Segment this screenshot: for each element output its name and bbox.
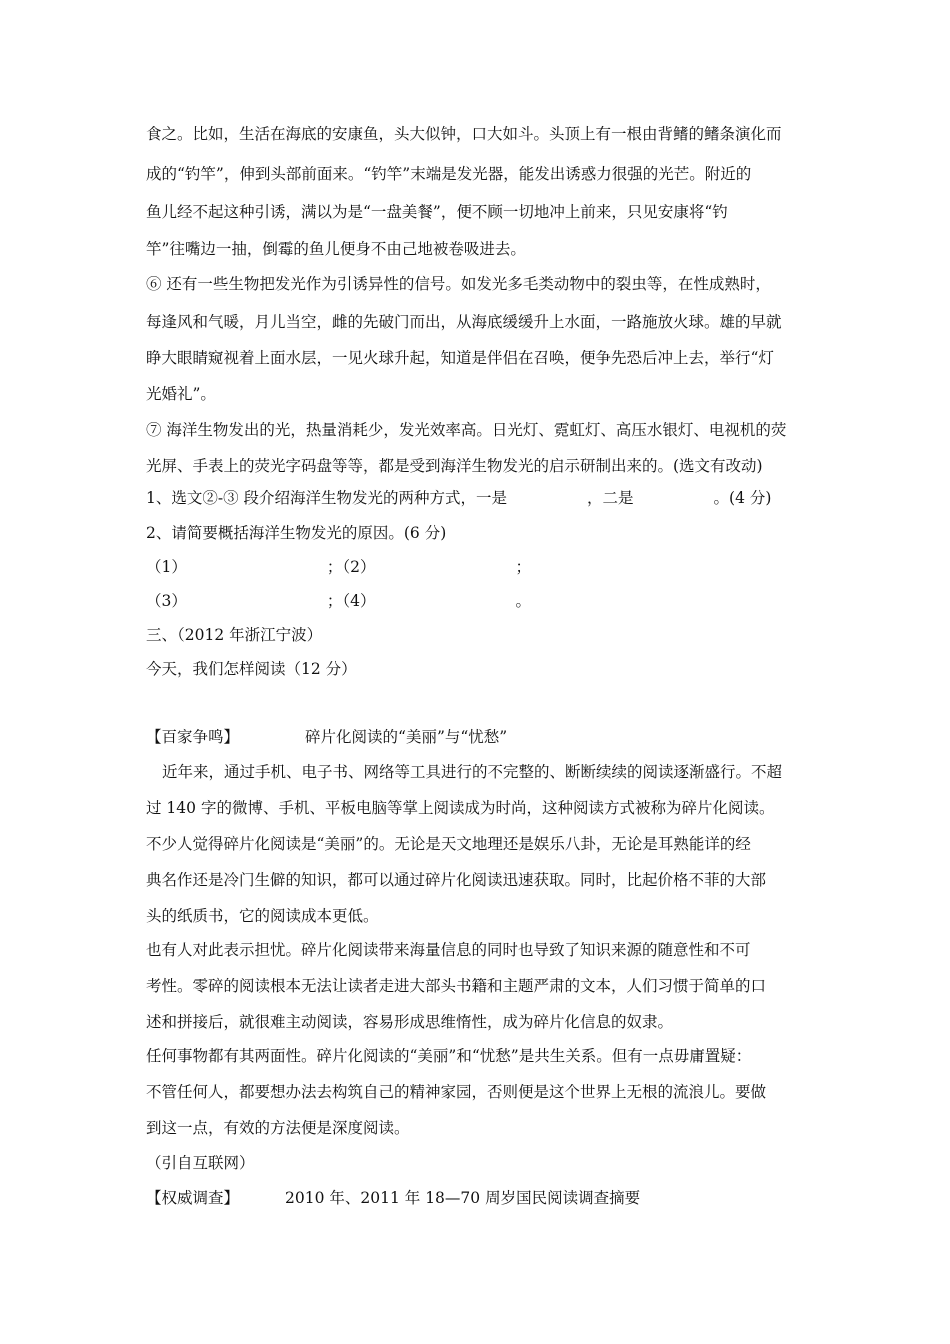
debate-p1-line-1: 近年来，通过手机、电子书、网络等工具进行的不完整的、断断续续的阅读逐渐盛行。不超 <box>162 763 783 781</box>
debate-p1-line-3: 不少人觉得碎片化阅读是“美丽”的。无论是天文地理还是娱乐八卦，无论是耳熟能详的经 <box>146 835 751 853</box>
q1-end: 。(4 分) <box>713 489 772 507</box>
p6-line-4: 光婚礼”。 <box>146 385 216 403</box>
answer-row-2-end: 。 <box>515 592 532 610</box>
answer-1-label: （1） <box>146 558 187 576</box>
p7-line-2: 光屏、手表上的荧光字码盘等等，都是受到海洋生物发光的启示研制出来的。(选文有改动) <box>146 457 763 475</box>
question-2: 2、请简要概括海洋生物发光的原因。(6 分) <box>146 524 447 542</box>
survey-title: 2010 年、2011 年 18—70 周岁国民阅读调查摘要 <box>285 1189 641 1207</box>
p5-line-4: 竿”往嘴边一抽，倒霉的鱼儿便身不由己地被卷吸进去。 <box>146 240 526 258</box>
answer-2-label: ；（2） <box>326 558 376 576</box>
debate-title: 碎片化阅读的“美丽”与“忧愁” <box>305 728 508 746</box>
debate-source: （引自互联网） <box>146 1154 255 1172</box>
debate-p1-line-5: 头的纸质书，它的阅读成本更低。 <box>146 907 379 925</box>
p5-line-1: 食之。比如，生活在海底的安康鱼，头大似钟，口大如斗。头顶上有一根由背鳍的鳍条演化而 <box>146 125 782 143</box>
survey-tag: 【权威调查】 <box>146 1189 240 1207</box>
p6-line-1: ⑥ 还有一些生物把发光作为引诱异性的信号。如发光多毛类动物中的裂虫等，在性成熟时， <box>146 275 771 293</box>
answer-4-label: ；（4） <box>326 592 376 610</box>
answer-row-1 <box>146 556 531 578</box>
debate-p3-line-2: 不管任何人，都要想办法去构筑自己的精神家园，否则便是这个世界上无根的流浪儿。要做 <box>146 1083 767 1101</box>
section-title: 今天，我们怎样阅读（12 分） <box>146 660 357 678</box>
debate-p3-line-1: 任何事物都有其两面性。碎片化阅读的“美丽”和“忧愁”是共生关系。但有一点毋庸置疑： <box>146 1047 752 1065</box>
answer-3-label: （3） <box>146 592 187 610</box>
answer-row-1-end: ； <box>515 558 532 576</box>
debate-tag: 【百家争鸣】 <box>146 728 240 746</box>
answer-row-2 <box>146 590 531 612</box>
survey-header <box>146 1187 640 1209</box>
debate-p2-line-2: 考性。零碎的阅读根本无法让读者走进大部头书籍和主题严肃的文本，人们习惯于简单的口 <box>146 977 767 995</box>
debate-header <box>146 726 507 748</box>
debate-p2-line-1: 也有人对此表示担忧。碎片化阅读带来海量信息的同时也导致了知识来源的随意性和不可 <box>146 941 751 959</box>
p6-line-3: 睁大眼睛窥视着上面水层，一见火球升起，知道是伴侣在召唤，便争先恐后冲上去，举行“灯 <box>146 349 774 367</box>
p6-line-2: 每逢风和气暖，月儿当空，雌的先破门而出，从海底缓缓升上水面，一路施放火球。雄的早就 <box>146 313 782 331</box>
debate-p1-line-4: 典名作还是冷门生僻的知识，都可以通过碎片化阅读迅速获取。同时，比起价格不菲的大部 <box>146 871 767 889</box>
debate-p2-line-3: 述和拼接后，就很难主动阅读，容易形成思维惰性，成为碎片化信息的奴隶。 <box>146 1013 674 1031</box>
section-heading: 三、（2012 年浙江宁波） <box>146 626 323 644</box>
debate-p1-line-2: 过 140 字的微博、手机、平板电脑等掌上阅读成为时尚，这种阅读方式被称为碎片化阅读。 <box>146 799 775 817</box>
q1-prefix: 1、选文②-③ 段介绍海洋生物发光的两种方式，一是 <box>146 489 508 507</box>
question-1 <box>146 487 771 509</box>
debate-p3-line-3: 到这一点，有效的方法便是深度阅读。 <box>146 1119 410 1137</box>
p5-line-3: 鱼儿经不起这种引诱，满以为是“一盘美餐”，便不顾一切地冲上前来，只见安康将“钓 <box>146 203 728 221</box>
p5-line-2: 成的“钓竿”，伸到头部前面来。“钓竿”末端是发光器，能发出诱惑力很强的光芒。附近的 <box>146 165 752 183</box>
p7-line-1: ⑦ 海洋生物发出的光，热量消耗少，发光效率高。日光灯、霓虹灯、高压水银灯、电视机的荧 <box>146 421 787 439</box>
q1-mid: ，二是 <box>587 489 634 507</box>
